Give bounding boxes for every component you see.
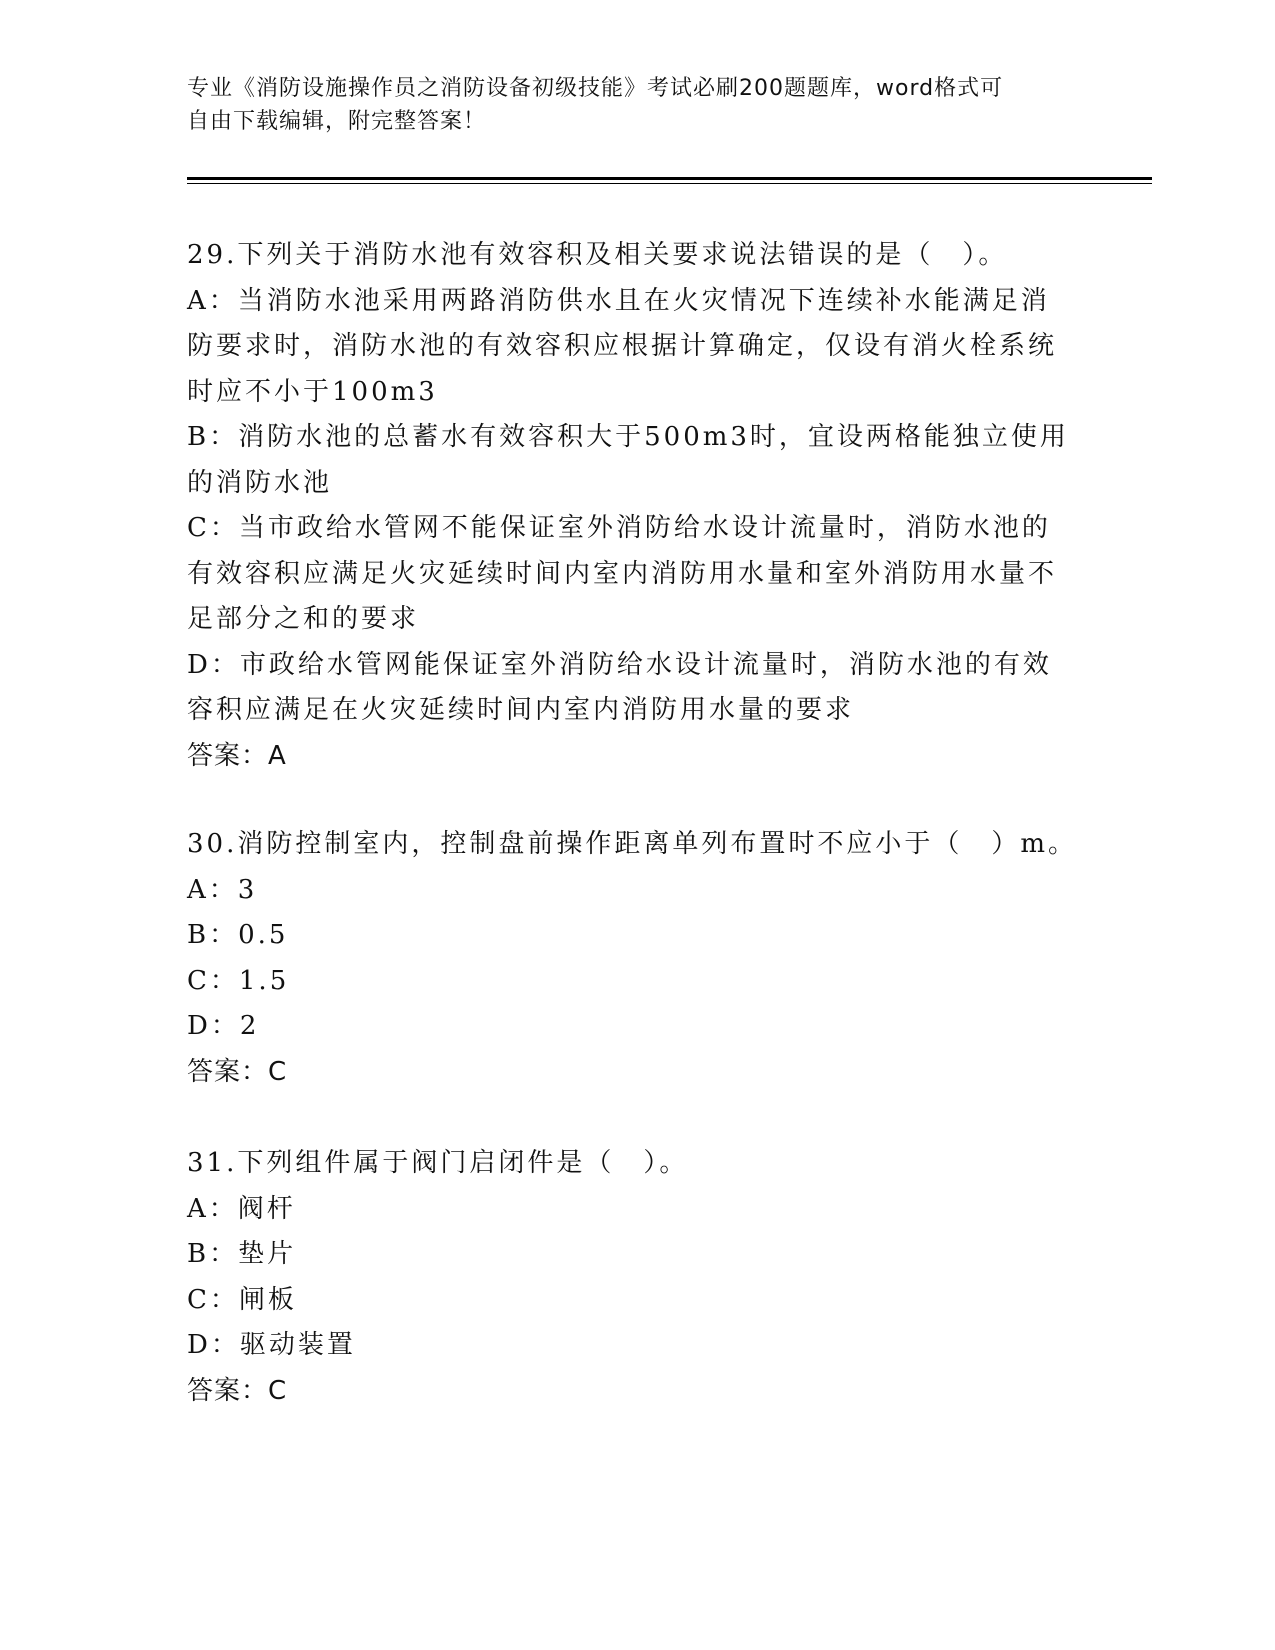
option-b: B：消防水池的总蓄水有效容积大于500m3时，宜设两格能独立使用的消防水池: [187, 422, 1069, 498]
option-d: D：2: [187, 1011, 260, 1041]
option-c: C：1.5: [187, 965, 290, 996]
question-30: [187, 822, 1077, 1095]
header-line-1: 专业《消防设施操作员之消防设备初级技能》考试必刷200题题库，word格式可: [187, 76, 1004, 101]
option-a: A：阀杆: [187, 1193, 296, 1224]
answer-label: 答案：C: [187, 1375, 288, 1406]
option-d: D：市政给水管网能保证室外消防给水设计流量时，消防水池的有效容积应满足在火灾延续时间内室内消防用水量的要求: [187, 649, 1052, 725]
option-a: A：当消防水池采用两路消防供水且在火灾情况下连续补水能满足消防要求时，消防水池的有效容积应根据计算确定，仅设有消火栓系统时应不小于100m3: [187, 285, 1058, 407]
option-b: B：0.5: [187, 920, 289, 950]
option-b: B：垫片: [187, 1239, 297, 1269]
option-c: C：闸板: [187, 1284, 297, 1315]
option-d: D：驱动装置: [187, 1330, 356, 1360]
header-line-2: 自由下载编辑，附完整答案！: [187, 109, 487, 134]
header-divider-thick: [187, 177, 1152, 180]
document-header: [187, 72, 1087, 138]
question-stem: 31.下列组件属于阀门启闭件是（ ）。: [187, 1148, 689, 1178]
question-stem: 30.消防控制室内，控制盘前操作距离单列布置时不应小于（ ）m。: [187, 829, 1078, 859]
question-stem: 29.下列关于消防水池有效容积及相关要求说法错误的是（ ）。: [187, 240, 1008, 270]
option-c: C：当市政给水管网不能保证室外消防给水设计流量时，消防水池的有效容积应满足火灾延续时间内室内消防用水量和室外消防用水量不足部分之和的要求: [187, 513, 1058, 634]
answer-label: 答案：C: [187, 1056, 288, 1087]
answer-label: 答案：A: [187, 740, 287, 771]
question-31: [187, 1141, 1077, 1414]
header-divider-thin: [187, 183, 1152, 184]
question-29: [187, 233, 1077, 779]
option-a: A：3: [187, 874, 258, 905]
